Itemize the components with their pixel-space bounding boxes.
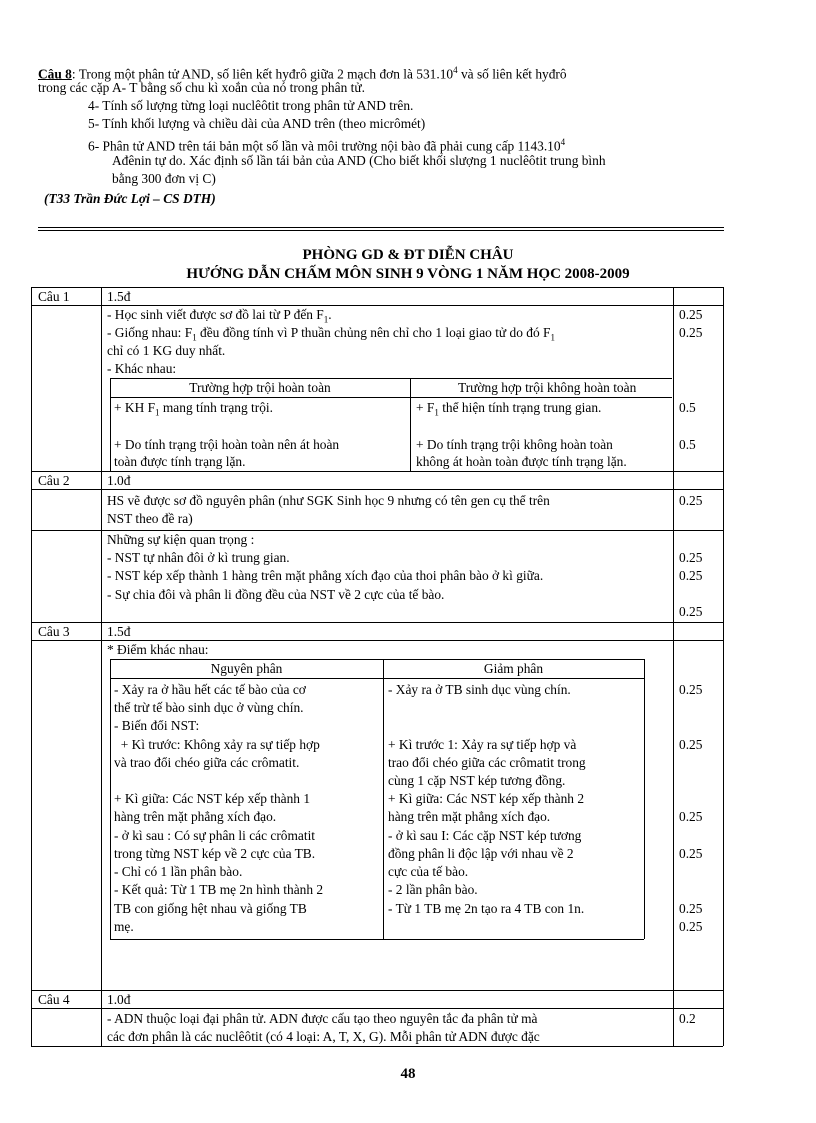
cau2-points: 1.0đ bbox=[107, 473, 131, 488]
cau1-score-1: 0.25 bbox=[679, 307, 703, 322]
cau3-score-4: 0.25 bbox=[679, 846, 703, 861]
q8-author: (T33 Trần Đức Lợi – CS DTH) bbox=[44, 191, 216, 206]
cau2-score-2: 0.25 bbox=[679, 550, 703, 565]
cau1-score-2: 0.25 bbox=[679, 325, 703, 340]
page-number: 48 bbox=[400, 1066, 416, 1082]
cau3-left-2: thể trừ tế bào sinh dục ở vùng chín. bbox=[114, 700, 304, 715]
cau1-score-3: 0.5 bbox=[679, 400, 696, 415]
cau3-inner-line bbox=[110, 659, 111, 939]
cau3-score-5: 0.25 bbox=[679, 901, 703, 916]
cau3-head-right: Giảm phân bbox=[483, 661, 544, 676]
header-line2: HƯỚNG DẪN CHẤM MÔN SINH 9 VÒNG 1 NĂM HỌC 2008-2009 bbox=[186, 266, 630, 282]
cau2-p1-line1: HS vẽ được sơ đồ nguyên phân (như SGK Sinh học 9 nhưng có tên gen cụ thể trên bbox=[107, 493, 550, 508]
table-col1-line bbox=[101, 287, 102, 1046]
cau3-score-2: 0.25 bbox=[679, 737, 703, 752]
cau2-label: Câu 2 bbox=[38, 473, 70, 488]
cau3-right-11: - Từ 1 TB mẹ 2n tạo ra 4 TB con 1n. bbox=[388, 901, 585, 916]
q8-item6-cont2: bằng 300 đơn vị C) bbox=[112, 171, 216, 186]
cau3-left-9: trong từng NST kép về 2 cực của TB. bbox=[114, 846, 316, 861]
row-line bbox=[31, 1046, 723, 1047]
cau4-label: Câu 4 bbox=[38, 992, 70, 1007]
q8-line1: Câu 8: Trong một phân tử AND, số liên kết hyđrô giữa 2 mạch đơn là 531.10$^4$ và số liên kết hyđrô bbox=[38, 65, 567, 82]
cau3-inner-line bbox=[383, 659, 384, 939]
cau3-right-8: đồng phân li độc lập với nhau về 2 bbox=[388, 846, 574, 861]
cau3-left-8: - ở kì sau : Có sự phân li các crômatit bbox=[114, 828, 316, 843]
cau1-head-left: Trường hợp trội hoàn toàn bbox=[189, 380, 331, 395]
cau3-right-1: - Xảy ra ở TB sinh dục vùng chín. bbox=[388, 682, 571, 697]
cau3-left-11: - Kết quả: Từ 1 TB mẹ 2n hình thành 2 bbox=[114, 882, 324, 897]
cau4-score: 0.2 bbox=[679, 1011, 696, 1026]
cau1-right-1: + $F_1$ thể hiện tính trạng trung gian. bbox=[416, 400, 602, 418]
cau2-score-3: 0.25 bbox=[679, 568, 703, 583]
cau3-left-12: TB con giống hệt nhau và giống TB bbox=[114, 901, 307, 916]
cau3-inner-line bbox=[644, 659, 645, 939]
q8-line2: trong các cặp A- T bằng số chu kì xoắn của nó trong phân tử. bbox=[38, 80, 365, 95]
divider-top bbox=[38, 227, 724, 228]
cau1-points: 1.5đ bbox=[107, 289, 131, 304]
cau2-p2-line1: Những sự kiện quan trọng : bbox=[107, 532, 255, 547]
divider-bottom bbox=[38, 230, 724, 231]
cau2-p2-line2: - NST tự nhân đôi ở kì trung gian. bbox=[107, 550, 290, 565]
cau3-score-1: 0.25 bbox=[679, 682, 703, 697]
table-border-right bbox=[723, 287, 724, 1046]
cau1-score-4: 0.5 bbox=[679, 437, 696, 452]
cau1-right-2: + Do tính trạng trội không hoàn toàn bbox=[416, 437, 613, 452]
cau1-head-right: Trường hợp trội không hoàn toàn bbox=[458, 380, 637, 395]
cau3-right-2: + Kì trước 1: Xảy ra sự tiếp hợp và bbox=[388, 737, 577, 752]
cau3-right-10: - 2 lần phân bào. bbox=[388, 882, 478, 897]
cau4-points: 1.0đ bbox=[107, 992, 131, 1007]
row-line bbox=[31, 287, 723, 288]
cau2-score-4: 0.25 bbox=[679, 604, 703, 619]
cau3-left-1: - Xảy ra ở hầu hết các tế bào của cơ bbox=[114, 682, 306, 697]
cau3-left-6: + Kì giữa: Các NST kép xếp thành 1 bbox=[114, 791, 311, 806]
cau3-right-3: trao đổi chéo giữa các crômatit trong bbox=[388, 755, 586, 770]
q8-item6: 6- Phân tử AND trên tái bản một số lần và môi trường nội bào đã phải cung cấp 1143.10$^4$ bbox=[88, 137, 566, 154]
cau3-score-6: 0.25 bbox=[679, 919, 703, 934]
cau3-left-7: hàng trên mặt phẳng xích đạo. bbox=[114, 809, 277, 824]
cau3-left-10: - Chỉ có 1 lần phân bào. bbox=[114, 864, 243, 879]
cau3-label: Câu 3 bbox=[38, 624, 70, 639]
cau2-p2-line3: - NST kép xếp thành 1 hàng trên mặt phẳng xích đạo của thoi phân bào ở kì giữa. bbox=[107, 568, 544, 583]
cau3-right-4: cùng 1 cặp NST kép tương đồng. bbox=[388, 773, 566, 788]
cau3-head-left: Nguyên phân bbox=[210, 661, 283, 676]
header-line1: PHÒNG GD & ĐT DIỄN CHÂU bbox=[302, 247, 514, 263]
table-border-left bbox=[31, 287, 32, 1046]
cau1-right-3: không át hoàn toàn được tính trạng lặn. bbox=[416, 454, 627, 469]
cau1-line4: - Khác nhau: bbox=[107, 361, 177, 376]
cau1-inner-line bbox=[110, 397, 672, 398]
cau4-line1: - ADN thuộc loại đại phân tử. ADN được cấu tạo theo nguyên tắc đa phân tử mà bbox=[107, 1011, 538, 1026]
cau1-left-2: + Do tính trạng trội hoàn toàn nên át hoàn bbox=[114, 437, 340, 452]
q8-item5: 5- Tính khối lượng và chiều dài của AND trên (theo micrômét) bbox=[88, 116, 426, 131]
cau4-line2: các đơn phân là các nuclêôtit (có 4 loại: A, T, X, G). Mỗi phân tử ADN được đặc bbox=[107, 1029, 540, 1044]
cau1-line1: - Học sinh viết được sơ đồ lai từ P đến $F_1$. bbox=[107, 307, 332, 325]
row-line bbox=[31, 489, 723, 490]
cau1-label: Câu 1 bbox=[38, 289, 70, 304]
cau1-inner-line bbox=[410, 378, 411, 471]
row-line bbox=[31, 622, 723, 623]
cau1-left-1: + KH $F_1$ mang tính trạng trội. bbox=[114, 400, 273, 418]
cau3-left-13: mẹ. bbox=[114, 919, 134, 934]
cau3-intro: * Điểm khác nhau: bbox=[107, 642, 209, 657]
cau3-inner-line bbox=[110, 678, 644, 679]
cau3-right-7: - ở kì sau I: Các cặp NST kép tương bbox=[388, 828, 582, 843]
cau3-inner-line bbox=[110, 939, 644, 940]
row-line bbox=[31, 1008, 723, 1009]
q8-label: Câu 8 bbox=[38, 66, 72, 82]
cau3-left-5: và trao đổi chéo giữa các crômatit. bbox=[114, 755, 300, 770]
cau3-right-9: cực của tế bào. bbox=[388, 864, 469, 879]
cau1-line3: chỉ có 1 KG duy nhất. bbox=[107, 343, 226, 358]
cau3-points: 1.5đ bbox=[107, 624, 131, 639]
cau3-right-6: hàng trên mặt phẳng xích đạo. bbox=[388, 809, 551, 824]
row-line bbox=[31, 471, 723, 472]
table-col2-line bbox=[673, 287, 674, 1046]
cau3-score-3: 0.25 bbox=[679, 809, 703, 824]
q8-item6-cont1: Ađênin tự do. Xác định số lần tái bản của AND (Cho biết khối slượng 1 nuclêôtit trung bình bbox=[112, 153, 606, 168]
q8-item4: 4- Tính số lượng từng loại nuclêôtit trong phân tử AND trên. bbox=[88, 98, 414, 113]
cau1-line2: - Giống nhau: $F_1$ đều đồng tính vì P thuần chủng nên chỉ cho 1 loại giao tử do đó $F_1$ bbox=[107, 325, 555, 343]
cau2-p2-line4: - Sự chia đôi và phân li đồng đều của NST về 2 cực của tế bào. bbox=[107, 587, 445, 602]
cau2-p1-line2: NST theo đề ra) bbox=[107, 511, 193, 526]
cau3-right-5: + Kì giữa: Các NST kép xếp thành 2 bbox=[388, 791, 585, 806]
cau1-left-3: toàn được tính trạng lặn. bbox=[114, 454, 246, 469]
cau2-score-1: 0.25 bbox=[679, 493, 703, 508]
cau3-left-4: + Kì trước: Không xảy ra sự tiếp hợp bbox=[114, 737, 320, 752]
cau3-left-3: - Biến đổi NST: bbox=[114, 718, 200, 733]
row-line bbox=[31, 990, 723, 991]
